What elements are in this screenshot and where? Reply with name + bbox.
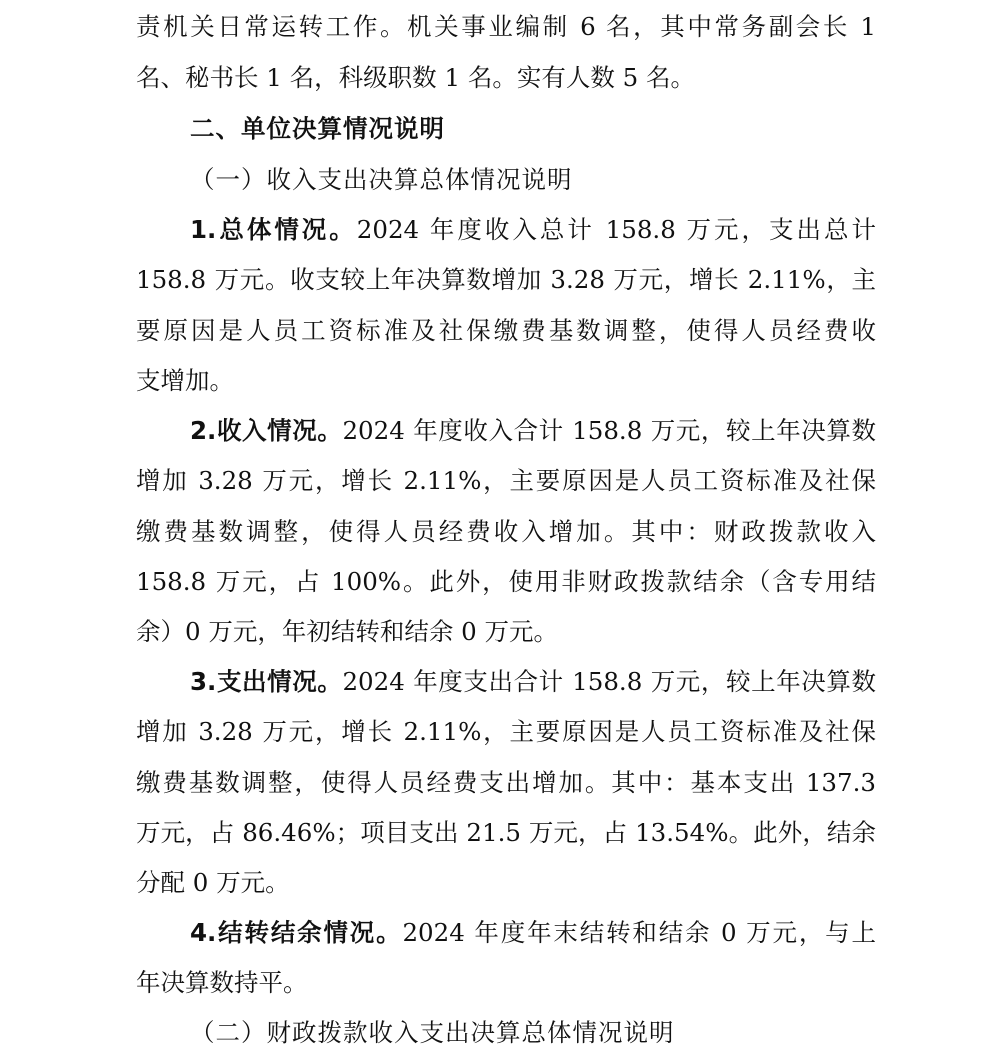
p4-line-1-text: 2024 年度年末结转和结余 0 万元，与上: [402, 918, 876, 947]
p1-line-3: 要原因是人员工资标准及社保缴费基数调整，使得人员经费收: [136, 316, 876, 345]
p2-line-1-text: 2024 年度收入合计 158.8 万元，较上年决算数: [342, 416, 876, 445]
section-title: 二、单位决算情况说明: [190, 114, 445, 143]
p1-line-4: 支增加。: [136, 366, 234, 395]
p3-lead: 3.支出情况。: [190, 667, 343, 696]
p2-line-2: 增加 3.28 万元，增长 2.11%，主要原因是人员工资标准及社保: [136, 466, 876, 495]
p3-line-2: 增加 3.28 万元，增长 2.11%，主要原因是人员工资标准及社保: [136, 717, 876, 746]
p2-line-5: 余）0 万元，年初结转和结余 0 万元。: [136, 617, 559, 646]
p2-line-3: 缴费基数调整，使得人员经费收入增加。其中：财政拨款收入: [136, 517, 876, 546]
p3-line-3: 缴费基数调整，使得人员经费支出增加。其中：基本支出 137.3: [136, 768, 876, 797]
intro-line-2: 名、秘书长 1 名，科级职数 1 名。实有人数 5 名。: [136, 63, 695, 92]
p4-line-2: 年决算数持平。: [136, 968, 308, 997]
p1-line-2: 158.8 万元。收支较上年决算数增加 3.28 万元，增长 2.11%，主: [136, 265, 876, 294]
p1-lead: 1.总体情况。: [190, 215, 357, 244]
subsection-title-1: （一）收入支出决算总体情况说明: [190, 165, 573, 194]
p1-line-1-text: 2024 年度收入总计 158.8 万元，支出总计: [356, 215, 876, 244]
p2-line-1: [190, 406, 876, 456]
p3-line-5: 分配 0 万元。: [136, 868, 290, 897]
p3-line-1: [190, 657, 876, 707]
intro-line-1: 责机关日常运转工作。机关事业编制 6 名，其中常务副会长 1: [136, 12, 876, 41]
subsection-title-2: （二）财政拨款收入支出决算总体情况说明: [190, 1018, 675, 1047]
p4-lead: 4.结转结余情况。: [190, 918, 403, 947]
p1-line-1: [190, 205, 876, 255]
p2-lead: 2.收入情况。: [190, 416, 343, 445]
p3-line-4: 万元，占 86.46%；项目支出 21.5 万元，占 13.54%。此外，结余: [136, 818, 876, 847]
p2-line-4: 158.8 万元，占 100%。此外，使用非财政拨款结余（含专用结: [136, 567, 876, 596]
p3-line-1-text: 2024 年度支出合计 158.8 万元，较上年决算数: [342, 667, 876, 696]
p4-line-1: [190, 908, 876, 958]
